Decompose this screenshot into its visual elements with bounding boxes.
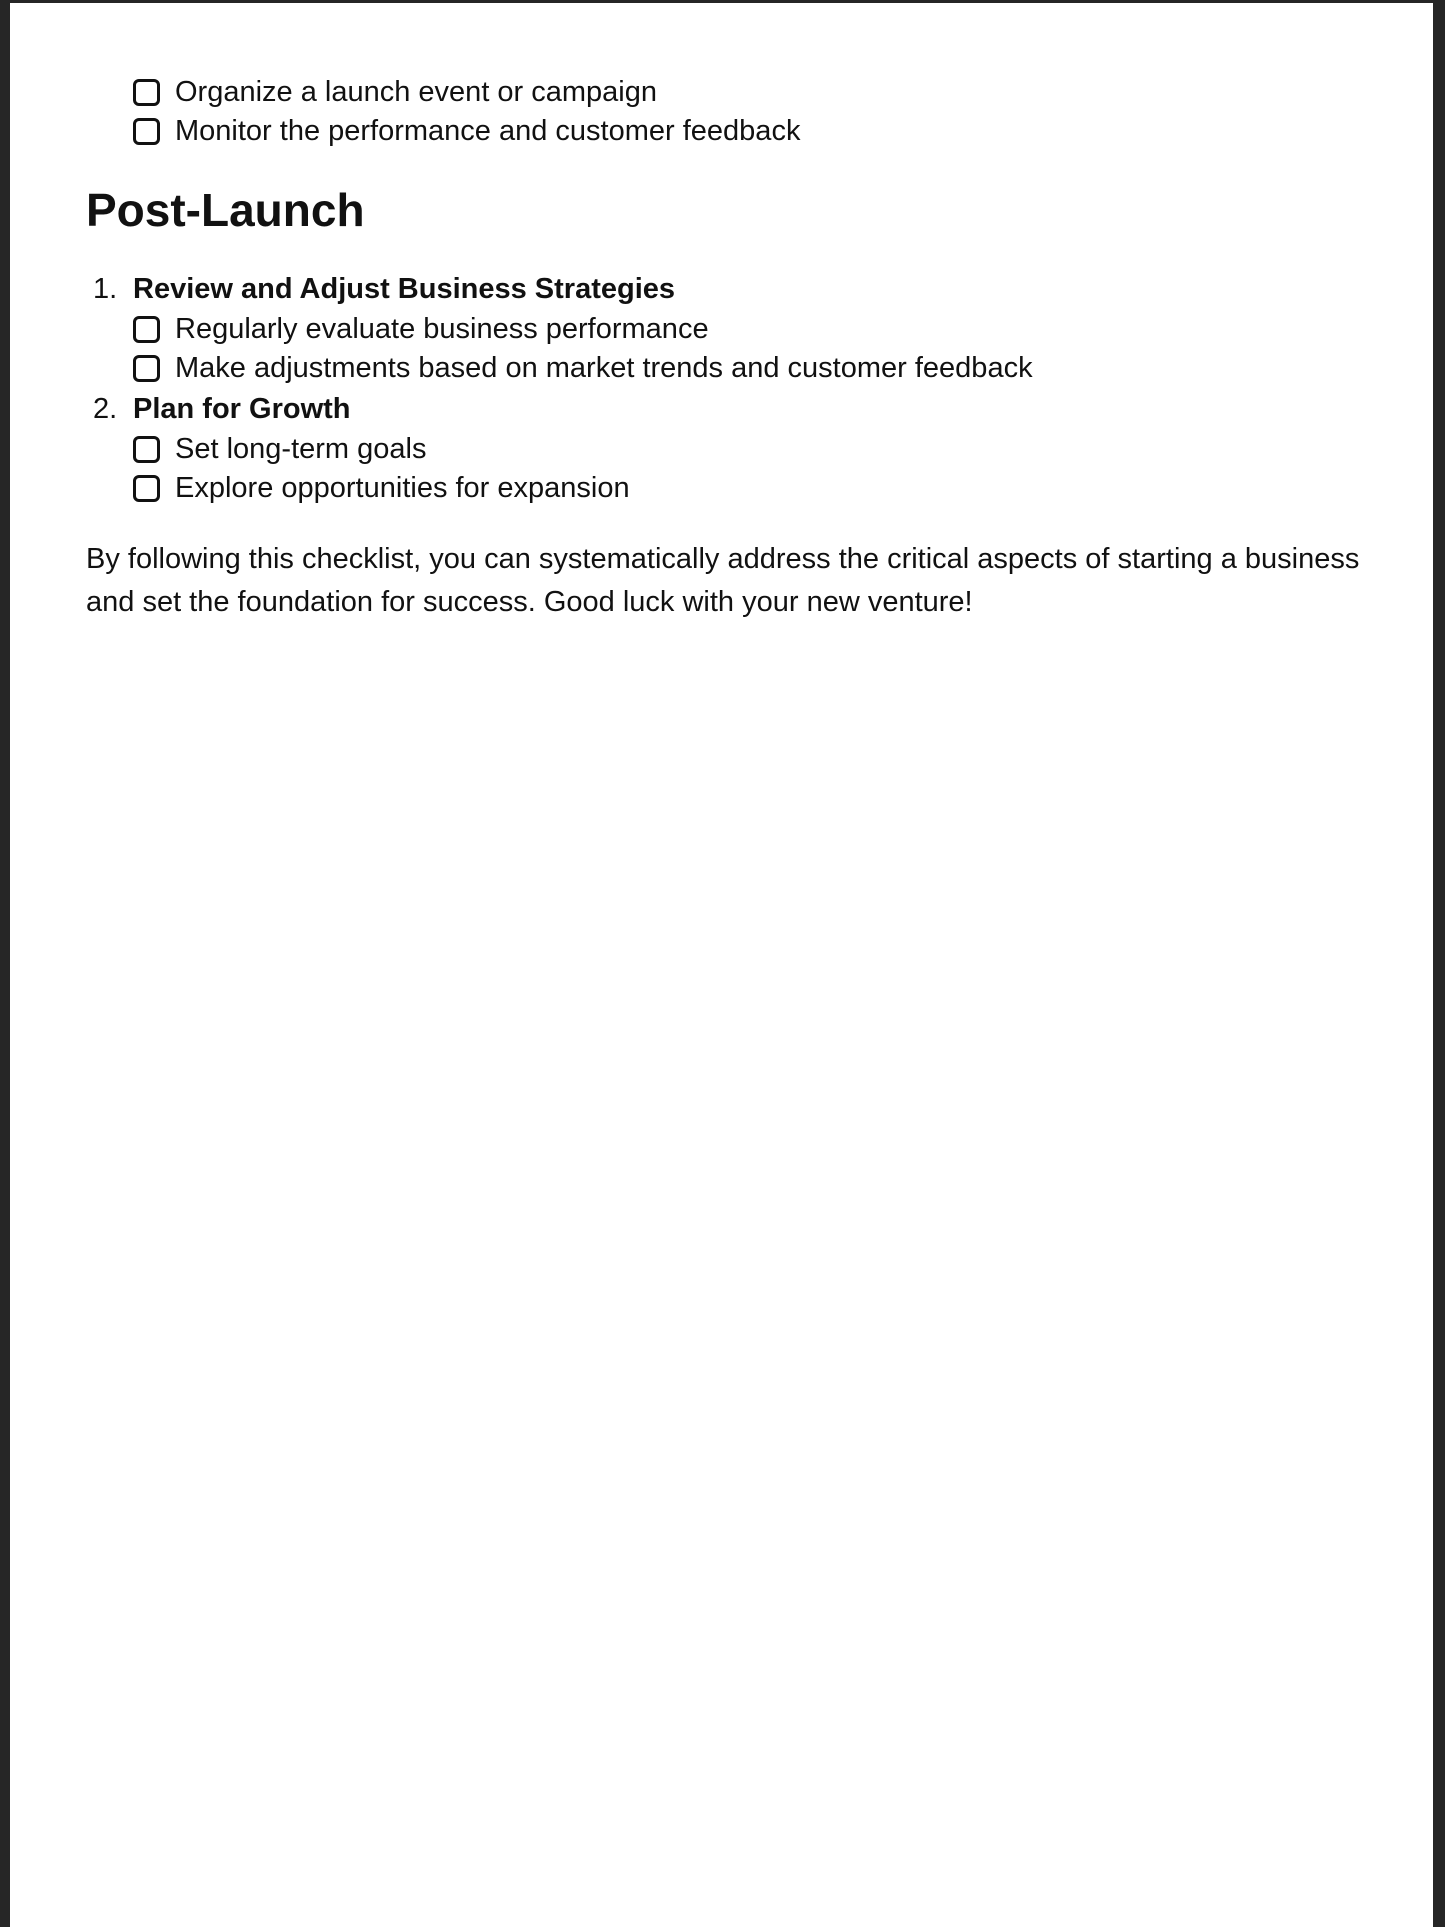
checklist-item-label: Monitor the performance and customer feedback [175, 115, 801, 147]
item-title: Review and Adjust Business Strategies [133, 273, 676, 305]
checklist-item-label: Explore opportunities for expansion [175, 472, 630, 504]
checkbox-icon[interactable] [133, 316, 160, 343]
item-number: 2. [93, 393, 118, 425]
closing-paragraph: By following this checklist, you can systematically address the critical aspects of starting a business and set the foundation for success. Good luck with your new venture! [86, 543, 1360, 618]
checklist-item [133, 430, 1033, 469]
checklist-item-label: Regularly evaluate business performance [175, 313, 709, 345]
checkbox-icon[interactable] [133, 79, 160, 106]
checkbox-icon[interactable] [133, 436, 160, 463]
checklist-item-label: Organize a launch event or campaign [175, 76, 658, 108]
numbered-item [76, 268, 1033, 310]
checklist-item-label: Make adjustments based on market trends and customer feedback [175, 352, 1033, 384]
checkbox-icon[interactable] [133, 475, 160, 502]
item-number-wrap [76, 388, 133, 430]
item-number: 1. [93, 273, 118, 305]
document-page [10, 3, 1433, 1927]
numbered-item [76, 388, 1033, 430]
item-number-wrap [76, 268, 133, 310]
prelaunch-checklist [76, 73, 800, 151]
checkbox-icon[interactable] [133, 118, 160, 145]
post-launch-list [76, 268, 1033, 508]
checklist-item-label: Set long-term goals [175, 433, 427, 465]
checklist-item [133, 349, 1033, 388]
checklist-item [133, 310, 1033, 349]
checklist-item [133, 73, 800, 112]
section-heading: Post-Launch [86, 184, 365, 236]
item-title: Plan for Growth [133, 393, 351, 425]
checkbox-icon[interactable] [133, 355, 160, 382]
checklist-item [133, 112, 800, 151]
checklist-item [133, 469, 1033, 508]
